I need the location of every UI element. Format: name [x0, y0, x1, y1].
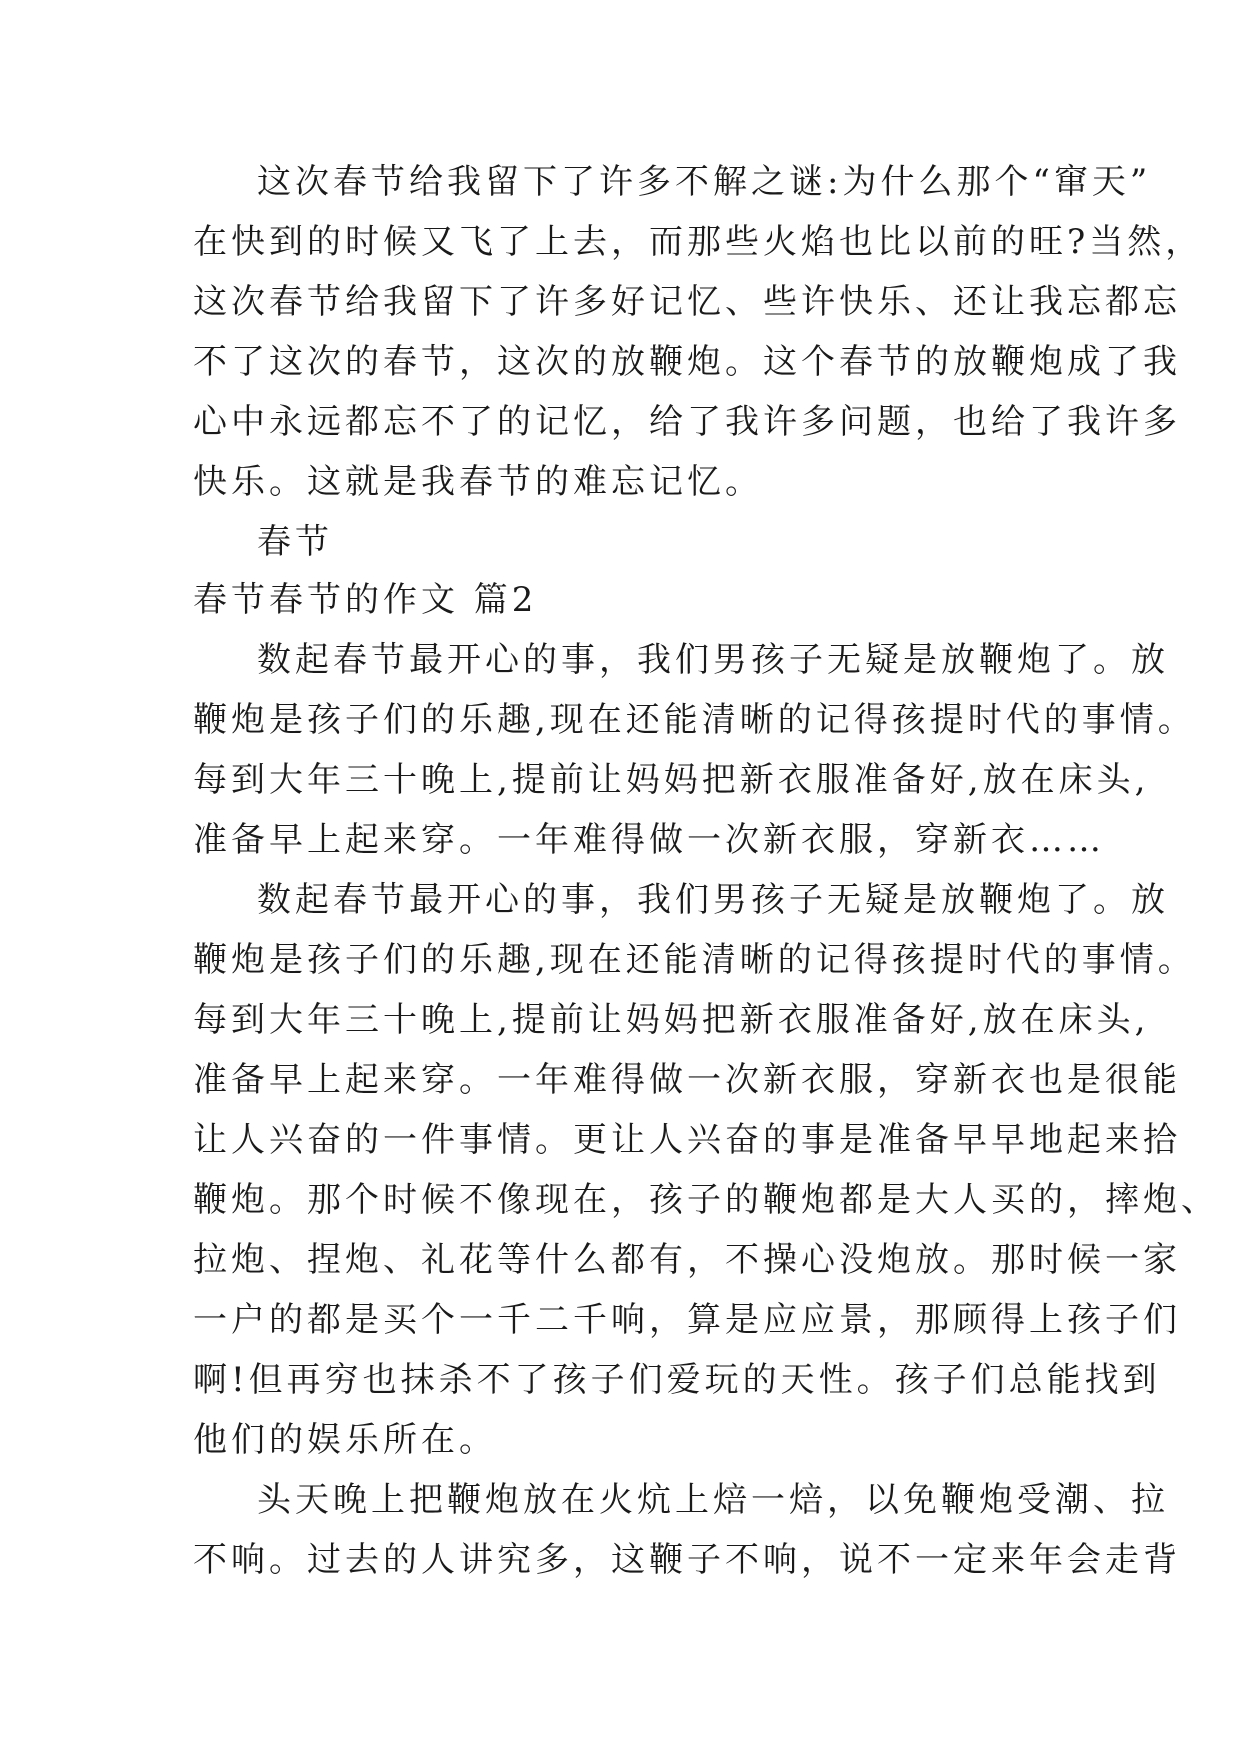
- paragraph-line: 准备早上起来穿。一年难得做一次新衣服，穿新衣也是很能: [193, 1060, 1181, 1100]
- paragraph-line: 数起春节最开心的事，我们男孩子无疑是放鞭炮了。放: [257, 880, 1169, 920]
- paragraph-line: 不了这次的春节，这次的放鞭炮。这个春节的放鞭炮成了我: [193, 342, 1181, 382]
- paragraph-line: 鞭炮。那个时候不像现在，孩子的鞭炮都是大人买的，摔炮、: [193, 1180, 1219, 1220]
- paragraph-line: 心中永远都忘不了的记忆，给了我许多问题，也给了我许多: [193, 402, 1181, 442]
- paragraph-line: 每到大年三十晚上,提前让妈妈把新衣服准备好,放在床头,: [193, 760, 1150, 800]
- paragraph-line: 他们的娱乐所在。: [193, 1420, 497, 1460]
- section-title: 春节春节的作文 篇2: [193, 580, 538, 620]
- paragraph-line: 啊!但再穷也抹杀不了孩子们爱玩的天性。孩子们总能找到: [193, 1360, 1161, 1400]
- paragraph-line: 鞭炮是孩子们的乐趣,现在还能清晰的记得孩提时代的事情。: [193, 940, 1196, 980]
- paragraph-line: 这次春节给我留下了许多好记忆、些许快乐、还让我忘都忘: [193, 282, 1181, 322]
- subheading: 春节: [257, 522, 333, 562]
- paragraph-line: 拉炮、捏炮、礼花等什么都有，不操心没炮放。那时候一家: [193, 1240, 1181, 1280]
- paragraph-line: 头天晚上把鞭炮放在火炕上焙一焙，以免鞭炮受潮、拉: [257, 1480, 1169, 1520]
- paragraph-line: 快乐。这就是我春节的难忘记忆。: [193, 462, 763, 502]
- paragraph-line: 鞭炮是孩子们的乐趣,现在还能清晰的记得孩提时代的事情。: [193, 700, 1196, 740]
- paragraph-line: 数起春节最开心的事，我们男孩子无疑是放鞭炮了。放: [257, 640, 1169, 680]
- paragraph-line: 在快到的时候又飞了上去，而那些火焰也比以前的旺?当然，: [193, 222, 1204, 262]
- paragraph-line: 一户的都是买个一千二千响，算是应应景，那顾得上孩子们: [193, 1300, 1181, 1340]
- paragraph-line: 这次春节给我留下了许多不解之谜:为什么那个“窜天”: [257, 162, 1152, 202]
- paragraph-line: 让人兴奋的一件事情。更让人兴奋的事是准备早早地起来拾: [193, 1120, 1181, 1160]
- paragraph-line: 每到大年三十晚上,提前让妈妈把新衣服准备好,放在床头,: [193, 1000, 1150, 1040]
- paragraph-line: 不响。过去的人讲究多，这鞭子不响，说不一定来年会走背: [193, 1540, 1181, 1580]
- paragraph-line: 准备早上起来穿。一年难得做一次新衣服，穿新衣……: [193, 820, 1105, 860]
